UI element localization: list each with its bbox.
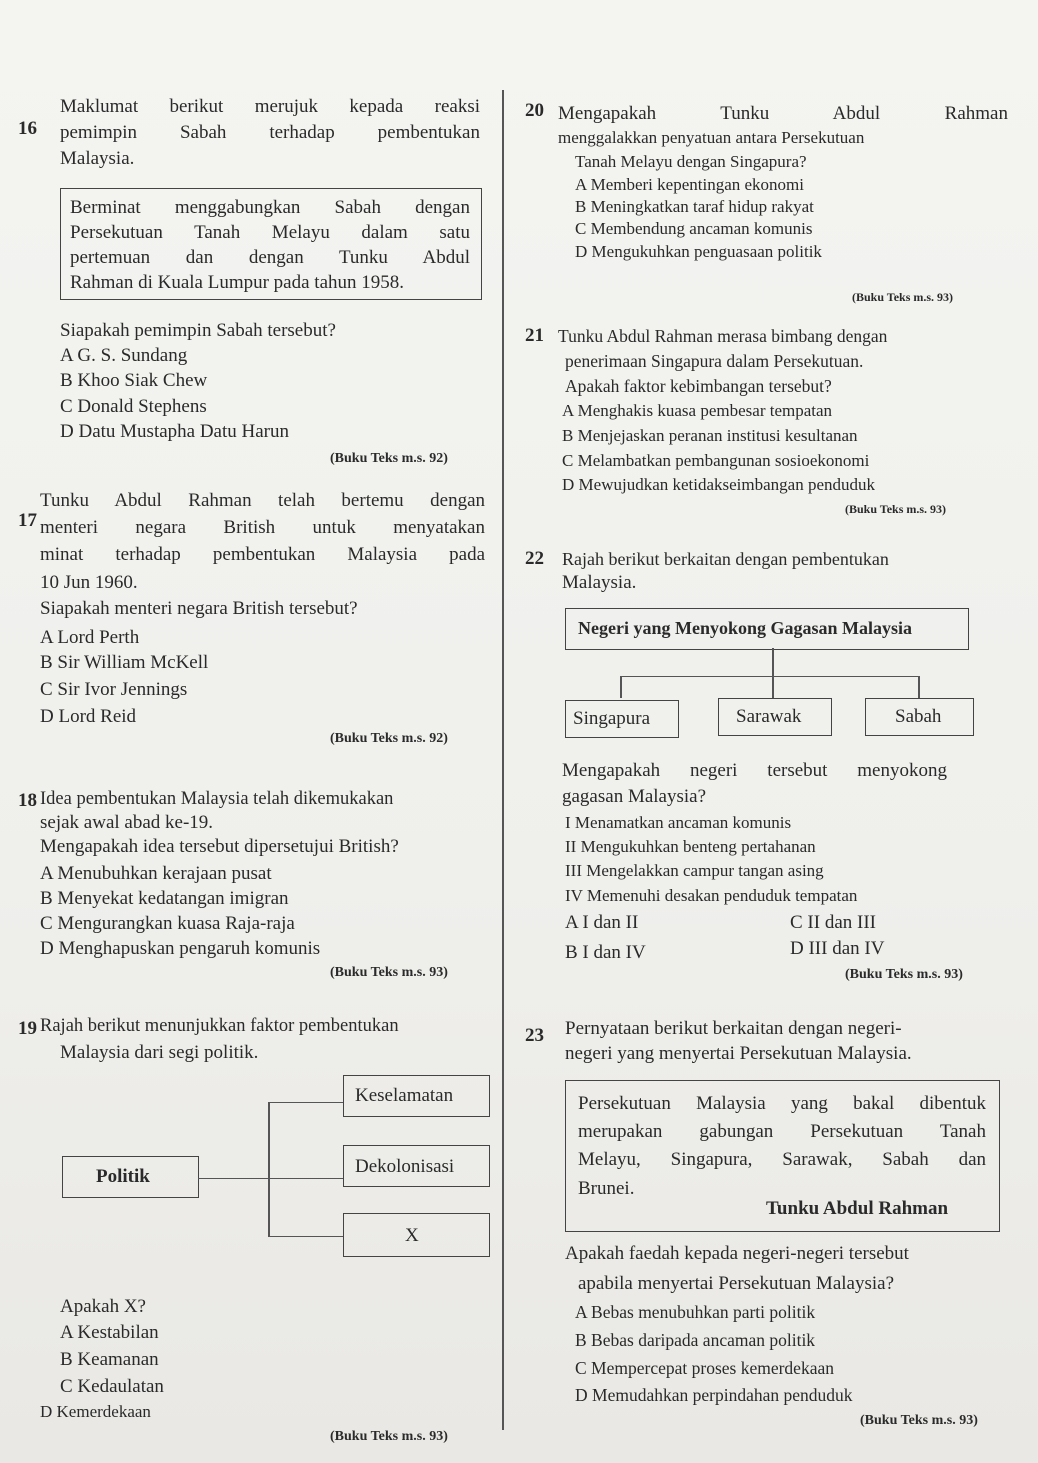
stem-line: Mengapakah Tunku Abdul Rahman: [558, 103, 1008, 124]
box-line: merupakan gabungan Persekutuan Tanah: [578, 1121, 986, 1142]
option-c: C II dan III: [790, 912, 876, 933]
stem-line: menteri negara British untuk menyatakan: [40, 517, 485, 538]
question-text: Apakah faedah kepada negeri-negeri tersebut: [565, 1243, 909, 1264]
option-b: B Khoo Siak Chew: [60, 370, 208, 391]
option-c: C Mempercepat proses kemerdekaan: [575, 1358, 834, 1378]
stem-line: pemimpin Sabah terhadap pembentukan: [60, 122, 480, 143]
arrow: [918, 676, 920, 698]
option-d: D Memudahkan perpindahan penduduk: [575, 1385, 853, 1405]
option-d: D Lord Reid: [40, 706, 137, 727]
stem-line: Rajah berikut berkaitan dengan pembentukan: [562, 549, 889, 569]
option-c: C Sir Ivor Jennings: [40, 679, 188, 700]
stem-line: Malaysia dari segi politik.: [60, 1042, 259, 1063]
connector-line: [772, 648, 774, 676]
question-number: 16: [18, 118, 37, 139]
source-reference: (Buku Teks m.s. 93): [845, 502, 947, 516]
question-number: 18: [18, 790, 37, 811]
stem-line: Malaysia.: [60, 148, 135, 169]
stem-line: penerimaan Singapura dalam Persekutuan.: [565, 351, 864, 371]
stem-line: Tunku Abdul Rahman telah bertemu dengan: [40, 490, 485, 511]
question-text: Mengapakah negeri tersebut menyokong: [562, 760, 947, 781]
state-label: Sarawak: [736, 706, 802, 727]
source-reference: (Buku Teks m.s. 92): [330, 451, 448, 466]
box-line: Melayu, Singapura, Sarawak, Sabah dan: [578, 1149, 986, 1170]
option-a: A Lord Perth: [40, 627, 140, 648]
option-b: B Menyekat kedatangan imigran: [40, 888, 289, 909]
question-number: 23: [525, 1025, 544, 1046]
box-line: Brunei.: [578, 1178, 635, 1199]
box-line: Berminat menggabungkan Sabah dengan: [70, 197, 470, 218]
question-number: 17: [18, 510, 37, 531]
option-a: A Memberi kepentingan ekonomi: [575, 175, 804, 194]
source-reference: (Buku Teks m.s. 92): [330, 731, 448, 746]
source-reference: (Buku Teks m.s. 93): [330, 1429, 448, 1444]
box-line: Rahman di Kuala Lumpur pada tahun 1958.: [70, 272, 405, 293]
option-d: D Mengukuhkan penguasaan politik: [575, 242, 822, 261]
option-b: B Keamanan: [60, 1349, 159, 1370]
option-c: C Melambatkan pembangunan sosioekonomi: [562, 451, 870, 470]
state-label: Sabah: [895, 706, 942, 727]
stem-line: Rajah berikut menunjukkan faktor pembentukan: [40, 1016, 399, 1036]
stem-line: Malaysia.: [562, 572, 637, 593]
box-line: Persekutuan Tanah Melayu dalam satu: [70, 222, 470, 243]
question-number: 19: [18, 1018, 37, 1039]
option-b: B I dan IV: [565, 942, 646, 963]
option-d: D Kemerdekaan: [40, 1402, 151, 1421]
question-number: 21: [525, 325, 544, 346]
source-reference: (Buku Teks m.s. 93): [845, 967, 963, 982]
option-d: D Datu Mustapha Datu Harun: [60, 421, 290, 442]
arrow: [772, 676, 774, 698]
connector-line: [620, 676, 918, 677]
question-text: Apakah X?: [60, 1296, 146, 1317]
option-a: A Bebas menubuhkan parti politik: [575, 1302, 816, 1322]
attribution: Tunku Abdul Rahman: [766, 1198, 949, 1219]
stem-line: negeri yang menyertai Persekutuan Malaysia.: [565, 1043, 912, 1064]
question-text: Siapakah menteri negara British tersebut?: [40, 598, 358, 619]
diagram-root-label: Politik: [96, 1166, 150, 1187]
stem-line: Tanah Melayu dengan Singapura?: [575, 152, 807, 171]
arrow: [198, 1178, 343, 1179]
option-c: C Mengurangkan kuasa Raja-raja: [40, 913, 295, 934]
option-a: A G. S. Sundang: [60, 345, 188, 366]
statement-iv: IV Memenuhi desakan penduduk tempatan: [565, 886, 858, 905]
diagram-branch-label: Keselamatan: [355, 1085, 454, 1106]
option-b: B Meningkatkan taraf hidup rakyat: [575, 197, 814, 216]
option-a: A Kestabilan: [60, 1322, 159, 1343]
statement-iii: III Mengelakkan campur tangan asing: [565, 861, 824, 880]
source-reference: (Buku Teks m.s. 93): [330, 965, 448, 980]
box-line: Persekutuan Malaysia yang bakal dibentuk: [578, 1093, 986, 1114]
stem-line: Pernyataan berikut berkaitan dengan negeri-: [565, 1018, 902, 1039]
option-c: C Membendung ancaman komunis: [575, 219, 813, 238]
diagram-branch-label: X: [405, 1225, 419, 1246]
arrow: [268, 1236, 343, 1237]
stem-line: minat terhadap pembentukan Malaysia pada: [40, 544, 485, 565]
stem-line: Maklumat berikut merujuk kepada reaksi: [60, 96, 480, 117]
stem-line: Idea pembentukan Malaysia telah dikemukakan: [40, 789, 394, 809]
option-a: A Menghakis kuasa pembesar tempatan: [562, 401, 833, 420]
option-d: D Menghapuskan pengaruh komunis: [40, 938, 321, 959]
diagram-title: Negeri yang Menyokong Gagasan Malaysia: [578, 618, 913, 638]
column-divider: [502, 90, 504, 1430]
source-reference: (Buku Teks m.s. 93): [852, 290, 954, 304]
option-b: B Bebas daripada ancaman politik: [575, 1330, 816, 1350]
state-label: Singapura: [573, 708, 651, 729]
source-reference: (Buku Teks m.s. 93): [860, 1413, 978, 1428]
option-d: D III dan IV: [790, 938, 885, 959]
option-c: C Kedaulatan: [60, 1376, 164, 1397]
diagram-branch-label: Dekolonisasi: [355, 1156, 455, 1177]
question-text: Siapakah pemimpin Sabah tersebut?: [60, 320, 336, 341]
option-a: A I dan II: [565, 912, 639, 933]
stem-line: menggalakkan penyatuan antara Persekutuan: [558, 128, 865, 147]
statement-i: I Menamatkan ancaman komunis: [565, 813, 792, 832]
option-d: D Mewujudkan ketidakseimbangan penduduk: [562, 475, 876, 494]
option-b: B Sir William McKell: [40, 652, 209, 673]
option-c: C Donald Stephens: [60, 396, 207, 417]
arrow: [268, 1102, 343, 1103]
question-text: Mengapakah idea tersebut dipersetujui British?: [40, 836, 399, 857]
question-text: gagasan Malaysia?: [562, 786, 707, 807]
option-a: A Menubuhkan kerajaan pusat: [40, 863, 272, 884]
question-number: 20: [525, 100, 544, 121]
question-text: Apakah faktor kebimbangan tersebut?: [565, 376, 832, 396]
box-line: pertemuan dan dengan Tunku Abdul: [70, 247, 470, 268]
option-b: B Menjejaskan peranan institusi kesultanan: [562, 426, 858, 445]
stem-line: sejak awal abad ke-19.: [40, 812, 214, 833]
question-number: 22: [525, 548, 544, 569]
arrow: [620, 676, 622, 698]
stem-line: Tunku Abdul Rahman merasa bimbang dengan: [558, 326, 888, 346]
statement-ii: II Mengukuhkan benteng pertahanan: [565, 837, 816, 856]
question-text: apabila menyertai Persekutuan Malaysia?: [578, 1273, 895, 1294]
stem-line: 10 Jun 1960.: [40, 572, 138, 593]
connector-line: [268, 1102, 270, 1236]
